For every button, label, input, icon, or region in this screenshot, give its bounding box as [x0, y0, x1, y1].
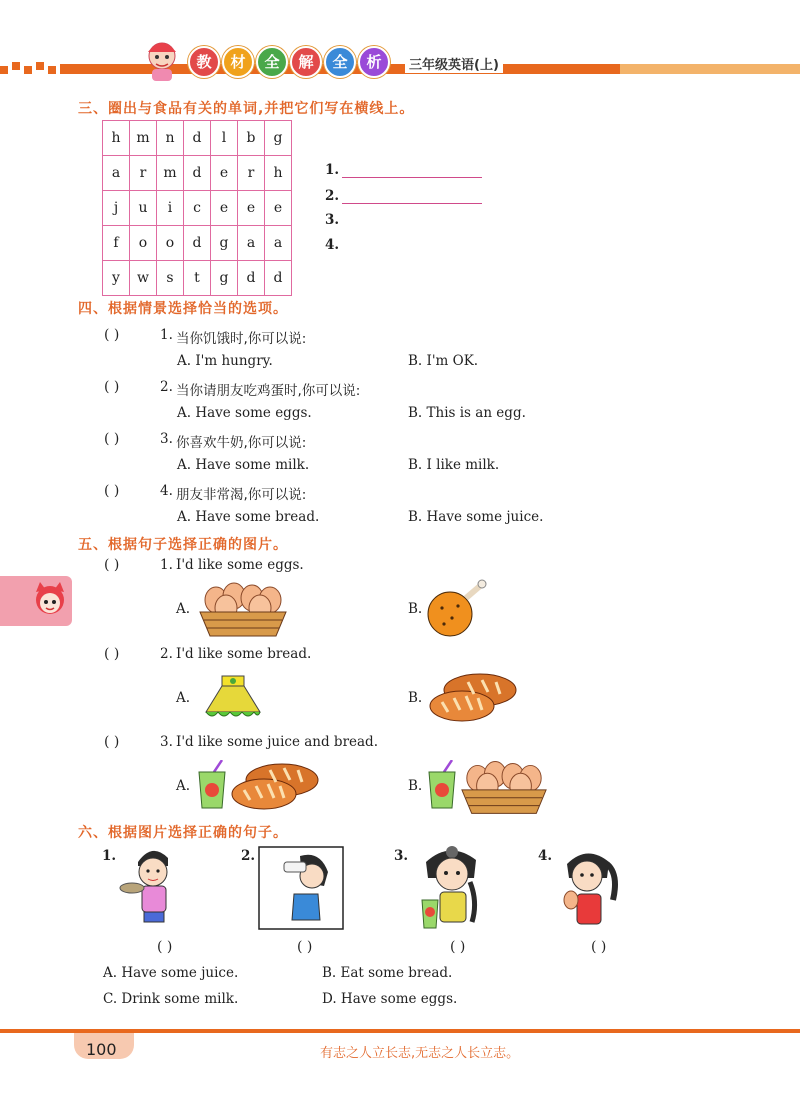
option-5-1-a[interactable]: A. [176, 601, 191, 617]
option-4-3-b[interactable]: B. I like milk. [408, 457, 500, 473]
option-4-4-b[interactable]: B. Have some juice. [408, 509, 544, 525]
question-4-4-number: 4. [160, 483, 173, 499]
answer-paren-4-2[interactable]: ( ) [104, 379, 120, 395]
answer-number-4: 4. [325, 237, 340, 253]
answer-number-1: 1. [325, 162, 340, 178]
grid-cell[interactable]: a [265, 226, 292, 261]
header-char-1: 教 [188, 46, 220, 78]
grid-row [103, 121, 292, 156]
egg-basket-image-2[interactable] [458, 756, 550, 816]
question-4-1-number: 1. [160, 327, 173, 343]
option-4-2-b[interactable]: B. This is an egg. [408, 405, 526, 421]
grid-row [103, 191, 292, 226]
option-6-d[interactable]: D. Have some eggs. [322, 991, 458, 1007]
footer-motto: 有志之人立长志,无志之人长立志。 [320, 1046, 520, 1061]
option-4-2-a[interactable]: A. Have some eggs. [177, 405, 312, 421]
grid-cell[interactable]: d [184, 121, 211, 156]
answer-number-2: 2. [325, 188, 340, 204]
question-4-4-text: 朋友非常渴,你可以说: [176, 487, 307, 503]
picture-number-1: 1. [102, 848, 117, 864]
option-5-3-b[interactable]: B. [408, 778, 423, 794]
picture-number-4: 4. [538, 848, 553, 864]
option-6-a[interactable]: A. Have some juice. [103, 965, 239, 981]
grid-cell[interactable]: h [265, 156, 292, 191]
skirt-image[interactable] [200, 672, 266, 722]
mascot-icon [30, 580, 70, 620]
grid-cell[interactable]: h [103, 121, 130, 156]
option-5-2-b[interactable]: B. [408, 690, 423, 706]
grid-cell[interactable]: r [130, 156, 157, 191]
grid-cell[interactable]: o [130, 226, 157, 261]
section-5-title: 五、根据句子选择正确的图片。 [78, 537, 288, 553]
question-5-1-text: I'd like some eggs. [176, 557, 304, 573]
question-4-2-number: 2. [160, 379, 173, 395]
grid-cell[interactable]: n [157, 121, 184, 156]
option-5-3-a[interactable]: A. [176, 778, 191, 794]
picture-number-2: 2. [241, 848, 256, 864]
grid-cell[interactable]: m [157, 156, 184, 191]
grid-cell[interactable]: w [130, 261, 157, 296]
answer-line-1[interactable] [342, 177, 482, 178]
grid-cell[interactable]: g [211, 261, 238, 296]
question-4-1-text: 当你饥饿时,你可以说: [176, 331, 307, 347]
question-4-3-text: 你喜欢牛奶,你可以说: [176, 435, 307, 451]
question-5-3-number: 3. [160, 734, 173, 750]
question-4-2-text: 当你请朋友吃鸡蛋时,你可以说: [176, 383, 361, 399]
grid-row [103, 156, 292, 191]
juice-cup-image-2[interactable] [426, 760, 458, 810]
answer-paren-6-1[interactable]: ( ) [157, 939, 173, 955]
grid-cell[interactable]: e [265, 191, 292, 226]
answer-paren-4-4[interactable]: ( ) [104, 483, 120, 499]
answer-paren-5-2[interactable]: ( ) [104, 646, 120, 662]
answer-paren-4-3[interactable]: ( ) [104, 431, 120, 447]
header-subtitle: 三年级英语(上) [405, 54, 503, 73]
girl-with-juice-image[interactable] [412, 842, 494, 932]
question-5-1-number: 1. [160, 557, 173, 573]
answer-paren-6-2[interactable]: ( ) [297, 939, 313, 955]
grid-cell[interactable]: d [184, 226, 211, 261]
grid-cell[interactable]: d [265, 261, 292, 296]
boy-eating-bread-image[interactable] [118, 842, 188, 930]
header-char-4: 解 [290, 46, 322, 78]
grid-cell[interactable]: s [157, 261, 184, 296]
grid-cell[interactable]: e [211, 156, 238, 191]
picture-number-3: 3. [394, 848, 409, 864]
answer-paren-5-1[interactable]: ( ) [104, 557, 120, 573]
question-5-3-text: I'd like some juice and bread. [176, 734, 378, 750]
girl-drinking-milk-image[interactable] [258, 846, 344, 930]
answer-paren-4-1[interactable]: ( ) [104, 327, 120, 343]
page-number: 100 [86, 1040, 117, 1059]
answer-line-2[interactable] [342, 203, 482, 204]
option-4-3-a[interactable]: A. Have some milk. [177, 457, 310, 473]
grid-cell[interactable]: f [103, 226, 130, 261]
header-char-2: 材 [222, 46, 254, 78]
egg-basket-image[interactable] [196, 578, 290, 638]
grid-row [103, 226, 292, 261]
question-4-3-number: 3. [160, 431, 173, 447]
grid-cell[interactable]: m [130, 121, 157, 156]
grid-cell[interactable]: a [103, 156, 130, 191]
grid-cell[interactable]: c [184, 191, 211, 226]
answer-paren-6-4[interactable]: ( ) [591, 939, 607, 955]
grid-cell[interactable]: d [238, 261, 265, 296]
section-3-title: 三、圈出与食品有关的单词,并把它们写在横线上。 [78, 101, 415, 117]
chicken-leg-image[interactable] [424, 578, 492, 638]
option-4-1-a[interactable]: A. I'm hungry. [177, 353, 273, 369]
grid-cell[interactable]: g [211, 226, 238, 261]
section-6-title: 六、根据图片选择正确的句子。 [78, 825, 288, 841]
grid-cell[interactable]: r [238, 156, 265, 191]
grid-cell[interactable]: d [184, 156, 211, 191]
grid-cell[interactable]: l [211, 121, 238, 156]
question-5-2-number: 2. [160, 646, 173, 662]
header-char-3: 全 [256, 46, 288, 78]
section-4-title: 四、根据情景选择恰当的选项。 [78, 301, 288, 317]
answer-paren-6-3[interactable]: ( ) [450, 939, 466, 955]
option-6-b[interactable]: B. Eat some bread. [322, 965, 453, 981]
grid-cell[interactable]: i [157, 191, 184, 226]
option-5-2-a[interactable]: A. [176, 690, 191, 706]
question-5-2-text: I'd like some bread. [176, 646, 312, 662]
side-tab [0, 576, 72, 626]
grid-cell[interactable]: o [157, 226, 184, 261]
juice-cup-image-1[interactable] [196, 760, 228, 810]
option-6-c[interactable]: C. Drink some milk. [103, 991, 239, 1007]
option-5-1-b[interactable]: B. [408, 601, 423, 617]
answer-number-3: 3. [325, 212, 340, 228]
option-4-1-b[interactable]: B. I'm OK. [408, 353, 479, 369]
grid-cell[interactable]: e [238, 191, 265, 226]
grid-cell[interactable]: j [103, 191, 130, 226]
grid-cell[interactable]: u [130, 191, 157, 226]
grid-cell[interactable]: t [184, 261, 211, 296]
girl-eating-egg-image[interactable] [555, 844, 621, 932]
option-4-4-a[interactable]: A. Have some bread. [177, 509, 320, 525]
header-char-6: 析 [358, 46, 390, 78]
bread-image-1[interactable] [428, 670, 518, 724]
grid-cell[interactable]: y [103, 261, 130, 296]
grid-cell[interactable]: a [238, 226, 265, 261]
letter-grid [102, 120, 292, 296]
header-mascot [138, 36, 186, 88]
grid-cell[interactable]: b [238, 121, 265, 156]
grid-row [103, 261, 292, 296]
answer-paren-5-3[interactable]: ( ) [104, 734, 120, 750]
grid-cell[interactable]: g [265, 121, 292, 156]
header-char-5: 全 [324, 46, 356, 78]
bread-image-2[interactable] [228, 760, 320, 812]
header-bar [0, 58, 800, 80]
grid-cell[interactable]: e [211, 191, 238, 226]
